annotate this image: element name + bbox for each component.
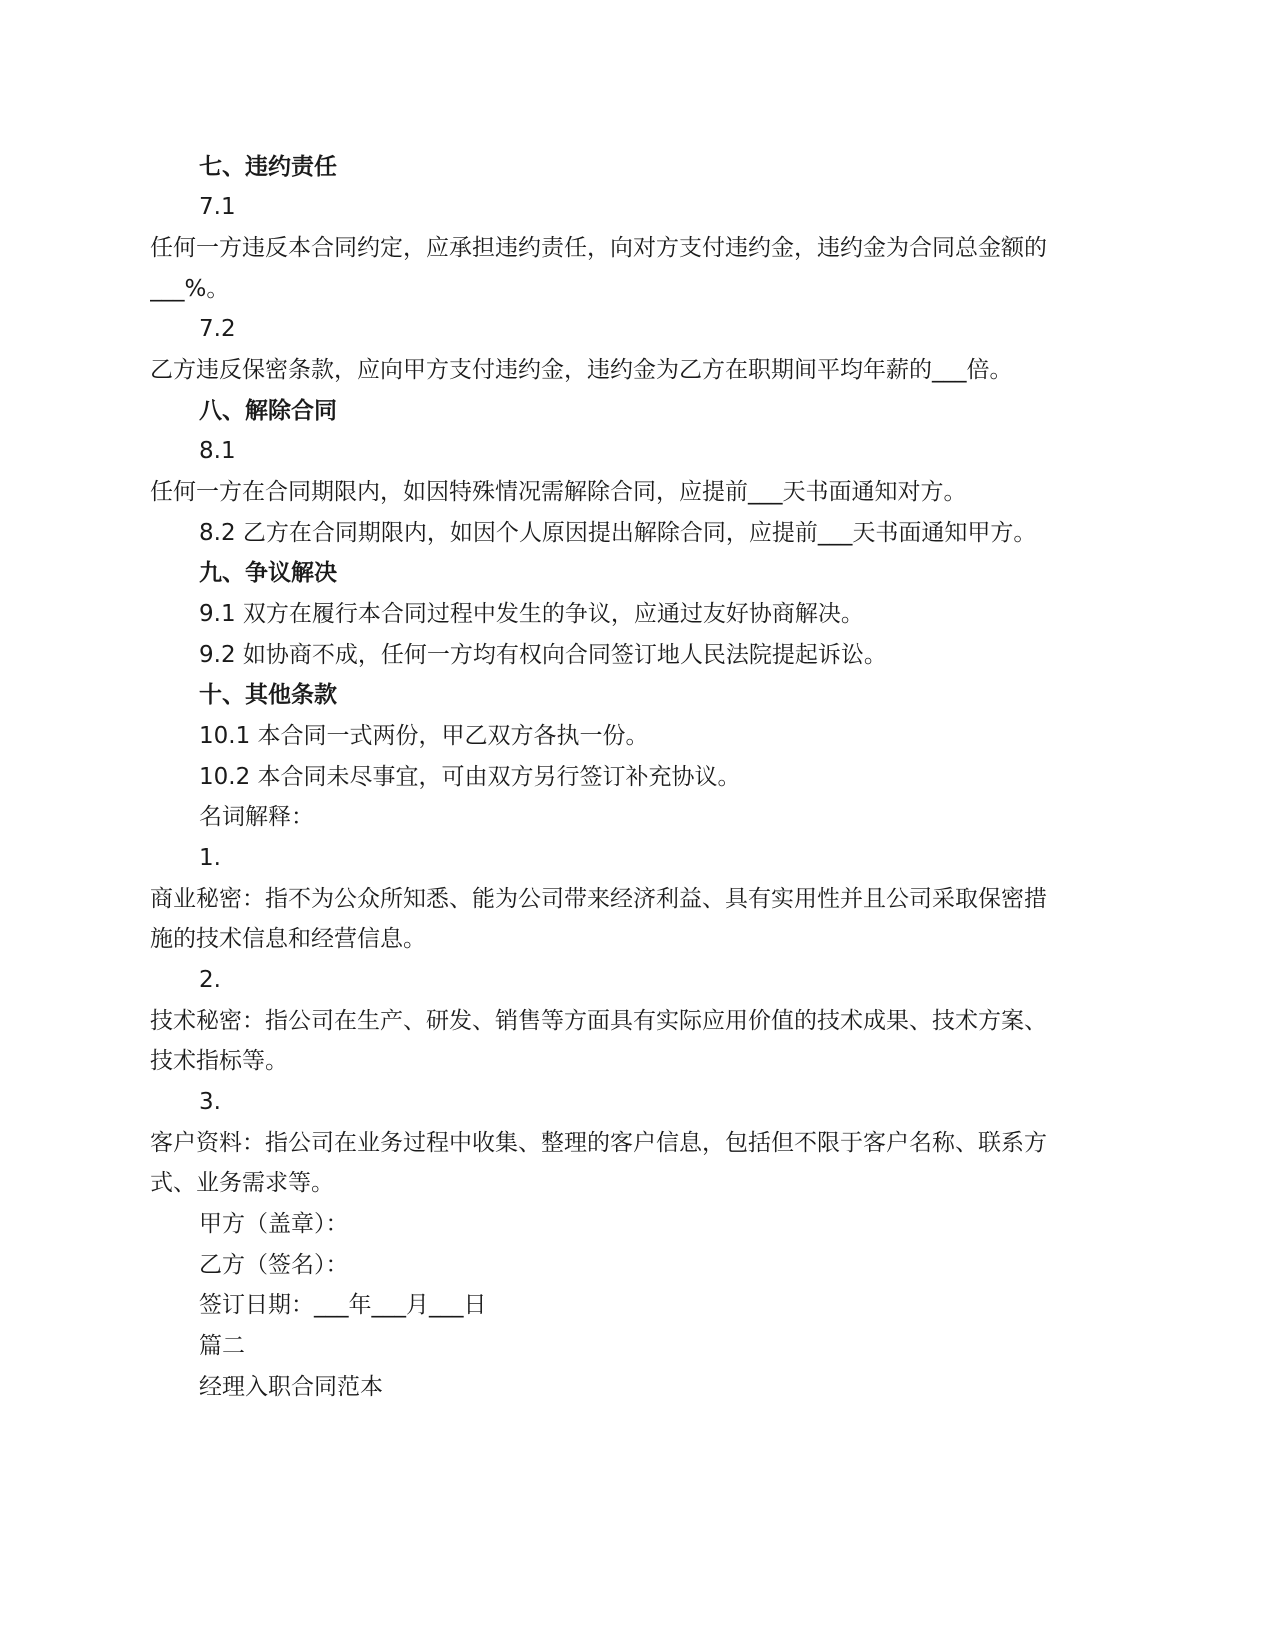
definition-text: 技术秘密：指公司在生产、研发、销售等方面具有实际应用价值的技术成果、技术方案、: [150, 1008, 1047, 1034]
clause-text: 8.2 乙方在合同期限内，如因个人原因提出解除合同，应提前___天书面通知甲方。: [199, 520, 1037, 546]
party-b-signature-line: 乙方（签名）：: [199, 1252, 349, 1278]
clause-text: 乙方违反保密条款，应向甲方支付违约金，违约金为乙方在职期间平均年薪的___倍。: [150, 357, 1013, 383]
section-heading-other: 十、其他条款: [199, 682, 337, 708]
part-two-label: 篇二: [199, 1333, 245, 1359]
clause-text: 任何一方在合同期限内，如因特殊情况需解除合同，应提前___天书面通知对方。: [150, 479, 967, 505]
definition-text: 式、业务需求等。: [150, 1170, 334, 1196]
clause-text: 任何一方违反本合同约定，应承担违约责任，向对方支付违约金，违约金为合同总金额的: [150, 235, 1047, 261]
clause-number: 7.2: [199, 316, 236, 342]
clause-number: 8.1: [199, 438, 236, 464]
definition-text: 客户资料：指公司在业务过程中收集、整理的客户信息，包括但不限于客户名称、联系方: [150, 1130, 1047, 1156]
definition-text: 施的技术信息和经营信息。: [150, 926, 426, 952]
signing-date-line: 签订日期：___年___月___日: [199, 1292, 487, 1318]
section-heading-dispute: 九、争议解决: [199, 560, 337, 586]
definition-number: 1.: [199, 845, 221, 871]
clause-text: ___%。: [150, 276, 230, 302]
section-heading-termination: 八、解除合同: [199, 398, 337, 424]
definition-number: 2.: [199, 967, 221, 993]
clause-text: 10.2 本合同未尽事宜，可由双方另行签订补充协议。: [199, 764, 741, 790]
clause-text: 10.1 本合同一式两份，甲乙双方各执一份。: [199, 723, 649, 749]
section-heading-breach-liability: 七、违约责任: [199, 154, 337, 180]
clause-text: 9.1 双方在履行本合同过程中发生的争议，应通过友好协商解决。: [199, 601, 864, 627]
clause-number: 7.1: [199, 194, 236, 220]
clause-text: 9.2 如协商不成，任何一方均有权向合同签订地人民法院提起诉讼。: [199, 642, 887, 668]
next-document-title: 经理入职合同范本: [199, 1374, 383, 1400]
definition-text: 技术指标等。: [150, 1048, 288, 1074]
definition-text: 商业秘密：指不为公众所知悉、能为公司带来经济利益、具有实用性并且公司采取保密措: [150, 886, 1047, 912]
definitions-label: 名词解释：: [199, 804, 314, 830]
definition-number: 3.: [199, 1089, 221, 1115]
party-a-seal-line: 甲方（盖章）：: [199, 1211, 349, 1237]
